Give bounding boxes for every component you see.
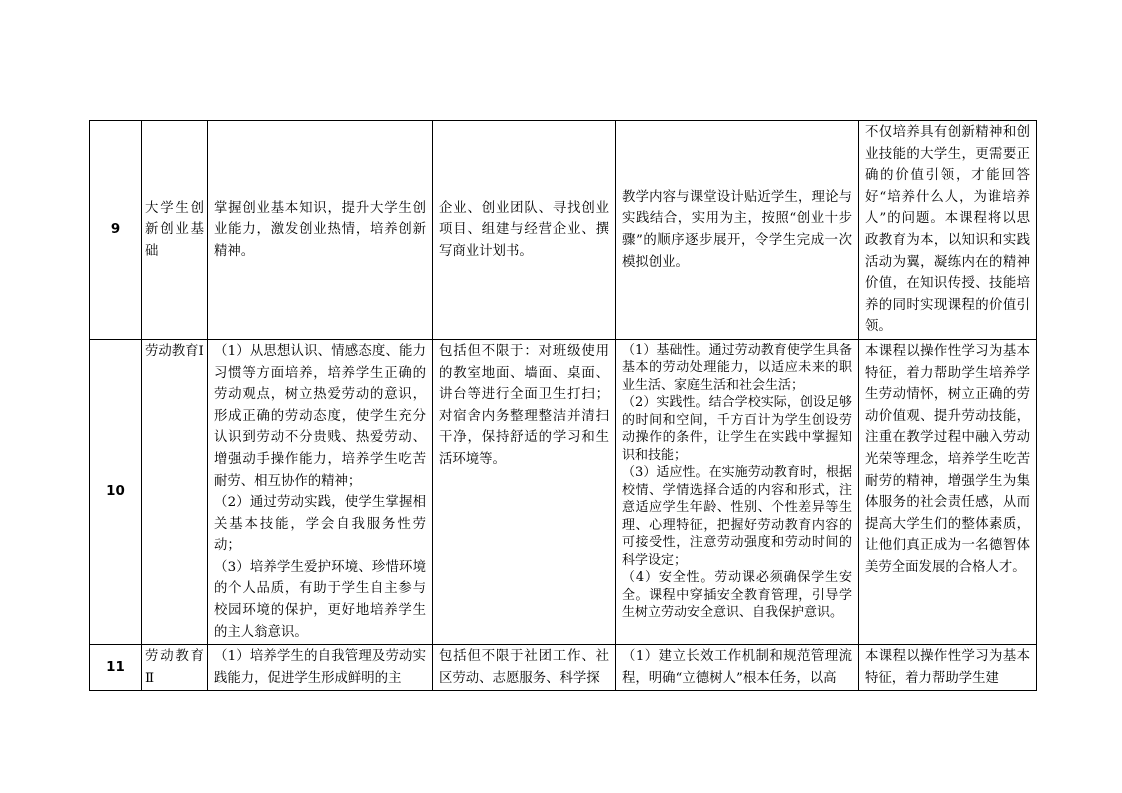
ideological-elements: 本课程以操作性学习为基本特征，着力帮助学生培养学生劳动情怀，树立正确的劳动价值观、提升劳动技能，注重在教学过程中融入劳动光荣等理念，培养学生吃苦耐劳的精神，增强学生为集体服务的社会责任感，从而提高大学生们的整体素质，让他们真正成为一名德智体美劳全面发展的合格人才。 <box>859 339 1037 644</box>
course-number: 11 <box>90 645 142 691</box>
course-content: 包括但不限于社团工作、社区劳动、志愿服务、科学探 <box>433 645 616 691</box>
course-name: 大学生创新创业基础 <box>142 121 208 340</box>
objective-item: （3）培养学生爱护环境、珍惜环境的个人品质，有助于学生自主参与校园环境的保护，更好地培养学生的主人翁意识。 <box>214 559 426 640</box>
requirement-item: （1）基础性。通过劳动教育使学生具备基本的劳动处理能力，以适应未来的职业生活、家庭生活和社会生活； <box>622 342 852 393</box>
course-content: 企业、创业团队、寻找创业项目、组建与经营企业、撰写商业计划书。 <box>433 121 616 340</box>
requirement-item: （3）适应性。在实施劳动教育时，根据校情、学情选择合适的内容和形式，注意适应学生年龄、性别、个性差异等生理、心理特征，把握好劳动教育内容的可接受性，注意劳动强度和劳动时间的科学设定； <box>622 465 852 568</box>
course-objectives: 掌握创业基本知识，提升大学生创业能力，激发创业热情，培养创新精神。 <box>208 121 433 340</box>
table-row <box>90 339 1037 644</box>
table-row <box>90 645 1037 691</box>
requirement-item: （2）实践性。结合学校实际，创设足够的时间和空间，千方百计为学生创设劳动操作的条件，让学生在实践中掌握知识和技能； <box>622 395 852 463</box>
requirement-item: （4）安全性。劳动课必须确保学生安全。课程中穿插安全教育管理，引导学生树立劳动安全意识、自我保护意识。 <box>622 570 852 621</box>
course-number: 9 <box>90 121 142 340</box>
objective-item: （2）通过劳动实践，使学生掌握相关基本技能，学会自我服务性劳动； <box>214 495 426 554</box>
course-name: 劳动教育Ⅰ <box>142 339 208 644</box>
objective-item: （1）从思想认识、情感态度、能力习惯等方面培养，培养学生正确的劳动观点，树立热爱劳动的意识，形成正确的劳动态度，使学生充分认识到劳动不分贵贱、热爱劳动、增强动手操作能力，培养学生吃苦耐劳、相互协作的精神； <box>214 343 426 489</box>
course-content: 包括但不限于：对班级使用的教室地面、墙面、桌面、讲台等进行全面卫生打扫；对宿舍内务整理整洁并清扫干净，保持舒适的学习和生活环境等。 <box>433 339 616 644</box>
teaching-requirements: 教学内容与课堂设计贴近学生，理论与实践结合，实用为主，按照“创业十步骤”的顺序逐步展开，令学生完成一次模拟创业。 <box>616 121 859 340</box>
course-table <box>89 120 1037 691</box>
teaching-requirements: （1）建立长效工作机制和规范管理流程，明确“立德树人”根本任务，以高 <box>616 645 859 691</box>
ideological-elements: 本课程以操作性学习为基本特征，着力帮助学生建 <box>859 645 1037 691</box>
course-objectives <box>208 339 433 644</box>
course-objectives: （1）培养学生的自我管理及劳动实践能力，促进学生形成鲜明的主 <box>208 645 433 691</box>
course-name: 劳动教育Ⅱ <box>142 645 208 691</box>
table-row <box>90 121 1037 340</box>
course-number: 10 <box>90 339 142 644</box>
ideological-elements: 不仅培养具有创新精神和创业技能的大学生，更需要正确的价值引领，才能回答好“培养什么人，为谁培养人”的问题。本课程将以思政教育为本，以知识和实践活动为翼，凝练内在的精神价值，在知识传授、技能培养的同时实现课程的价值引领。 <box>859 121 1037 340</box>
teaching-requirements <box>616 339 859 644</box>
